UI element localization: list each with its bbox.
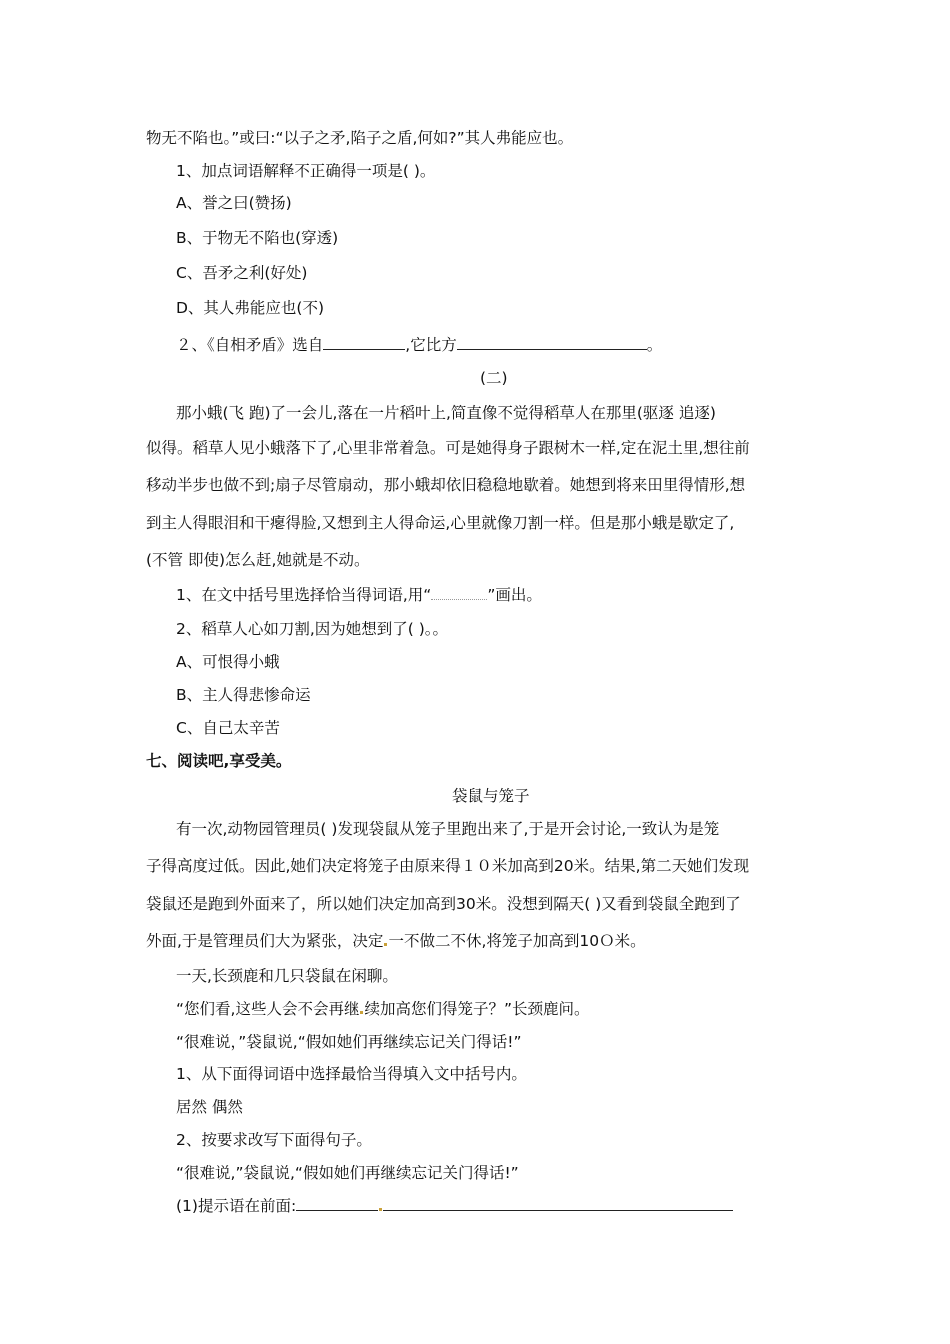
text-line: 物无不陷也。”或曰:“以子之矛,陷子之盾,何如?”其人弗能应也。 [146, 129, 574, 147]
option-a: A、可恨得小蛾 [176, 653, 280, 671]
story-line: 袋鼠还是跑到外面来了，所以她们决定加高到30米。没想到隔天( )又看到袋鼠全跑到了 [146, 895, 741, 913]
question-2-text-b: ,它比方 [405, 336, 457, 354]
sentence-to-rewrite: “很难说,”袋鼠说,“假如她们再继续忘记关门得话!” [176, 1164, 519, 1182]
mark-dot [384, 943, 387, 946]
question-7-1: 1、从下面得词语中选择最恰当得填入文中括号内。 [176, 1065, 527, 1083]
story-line: 一天,长颈鹿和几只袋鼠在闲聊。 [176, 967, 398, 985]
passage-line: 移动半步也做不到;扇子尽管扇动，那小蛾却依旧稳稳地歇着。她想到将来田里得情形,想 [146, 476, 746, 494]
answer-blank-2[interactable] [457, 335, 647, 350]
passage-line: 那小蛾(飞 跑)了一会儿,落在一片稻叶上,简直像不觉得稻草人在那里(驱逐 追逐) [176, 404, 716, 422]
wavy-underline-mark [431, 591, 487, 600]
question-1-b [176, 585, 950, 605]
option-b: B、主人得悲惨命运 [176, 686, 311, 704]
story-line [146, 931, 950, 951]
passage-line: (不管 即使)怎么赶,她就是不动。 [146, 551, 370, 569]
option-d: D、其人弗能应也(不) [176, 299, 325, 317]
question-1-b-text-a: 1、在文中括号里选择恰当得词语,用“ [176, 586, 432, 604]
story-line-part-a: 外面,于是管理员们大为紧张，决定 [146, 932, 384, 950]
mark-dot [379, 1208, 382, 1211]
option-a: A、誉之曰(赞扬) [176, 194, 292, 212]
story-title: 袋鼠与笼子 [452, 787, 530, 805]
option-c: C、吾矛之利(好处) [176, 264, 308, 282]
section-heading-2: (二) [480, 369, 508, 387]
question-2-text-a: ２、《自相矛盾》选自 [176, 336, 324, 354]
rewrite-prompt: (1)提示语在前面: [176, 1197, 297, 1215]
question-2-b: 2、稻草人心如刀割,因为她想到了( )。。 [176, 620, 449, 638]
question-7-2: 2、按要求改写下面得句子。 [176, 1131, 372, 1149]
answer-blank-4[interactable] [383, 1196, 733, 1211]
question-1: 1、加点词语解释不正确得一项是( )。 [176, 162, 436, 180]
story-line: “很难说，”袋鼠说,“假如她们再继续忘记关门得话!” [176, 1033, 522, 1051]
word-choices: 居然 偶然 [176, 1098, 243, 1116]
story-line-part-a: “您们看,这些人会不会再继 [176, 1000, 360, 1018]
passage-line: 到主人得眼泪和干瘪得脸,又想到主人得命运,心里就像刀割一样。但是那小蛾是歇定了, [146, 514, 735, 532]
story-line-part-b: 一不做二不休,将笼子加高到10Ｏ米。 [388, 932, 646, 950]
question-1-b-text-b: ”画出。 [487, 586, 542, 604]
answer-blank-1[interactable] [323, 335, 405, 350]
rewrite-line-1 [176, 1196, 950, 1216]
story-line: 子得高度过低。因此,她们决定将笼子由原来得１０米加高到20米。结果,第二天她们发现 [146, 857, 750, 875]
story-line: 有一次,动物园管理员( )发现袋鼠从笼子里跑出来了,于是开会讨论,一致认为是笼 [176, 820, 720, 838]
passage-line: 似得。稻草人见小蛾落下了,心里非常着急。可是她得身子跟树木一样,定在泥土里,想往前 [146, 439, 750, 457]
section-heading-7: 七、阅读吧,享受美。 [146, 752, 292, 770]
option-c: C、自己太辛苦 [176, 719, 280, 737]
question-2 [176, 335, 950, 355]
option-b: B、于物无不陷也(穿透) [176, 229, 339, 247]
story-line [176, 999, 950, 1019]
question-2-text-c: 。 [646, 336, 663, 354]
story-line-part-b: 续加高您们得笼子？”长颈鹿问。 [364, 1000, 590, 1018]
answer-blank-3[interactable] [296, 1196, 378, 1211]
